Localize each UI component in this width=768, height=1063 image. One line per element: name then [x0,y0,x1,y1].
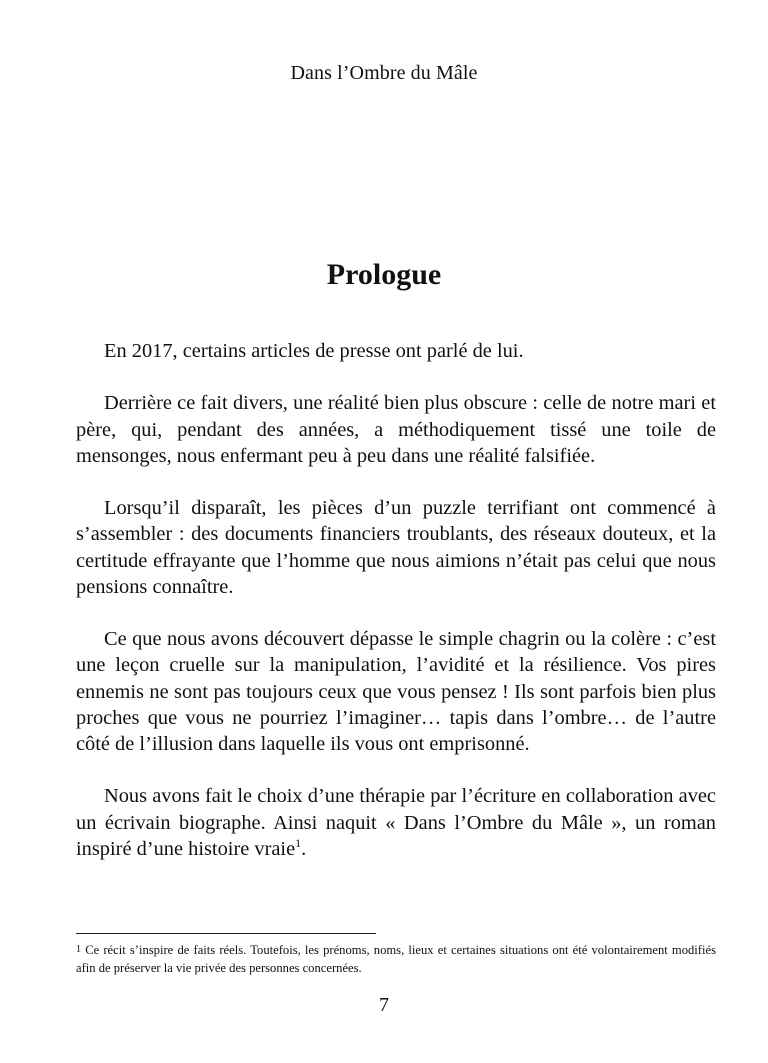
paragraph-2: Derrière ce fait divers, une réalité bien plus obscure : celle de notre mari et père, qui, pendant des années, a méthodiquement tissé une toile de mensonges, nous enfermant peu à peu dans une réalité falsifiée. [76,392,716,467]
chapter-title: Prologue [326,258,442,291]
paragraph-5-text: Nous avons fait le choix d’une thérapie par l’écriture en collaboration avec un écrivain biographe. Ainsi naquit « Dans l’Ombre du Mâle », un roman inspiré d’une histoire vraie [76,785,716,860]
footnote-divider [76,933,376,934]
body-text [76,338,716,862]
paragraph-3: Lorsqu’il disparaît, les pièces d’un puzzle terrifiant ont commencé à s’assembler : des documents financiers troublants, des réseaux douteux, et la certitude effrayante que l’homme que nous aimions n’était pas celui que nous pensions connaître. [76,497,716,598]
footnote-number: 1 [76,944,81,955]
running-header-title: Dans l’Ombre du Mâle [290,62,478,84]
footnote-reference[interactable]: 1 [295,836,302,850]
paragraph-4: Ce que nous avons découvert dépasse le simple chagrin ou la colère : c’est une leçon cruelle sur la manipulation, l’avidité et la résilience. Vos pires ennemis ne sont pas toujours ceux que vous pensez ! Ils sont parfois bien plus proches que vous ne pourriez l’imaginer… tapis dans l’ombre… de l’autre côté de l’illusion dans laquelle ils vous ont emprisonné. [76,628,716,755]
paragraph-1: En 2017, certains articles de presse ont parlé de lui. [104,340,524,362]
footnote-text: Ce récit s’inspire de faits réels. Toutefois, les prénoms, noms, lieux et certaines situations ont été volontairement modifiés afin de préserver la vie privée des personnes concernées. [76,943,716,975]
paragraph-5: Nous avons fait le choix d’une thérapie par l’écriture en collaboration avec un écrivain biographe. Ainsi naquit « Dans l’Ombre du Mâle », un roman inspiré d’une histoire vraie$^1$. [76,785,716,860]
page-number: 7 [379,994,389,1016]
footnote [76,941,716,977]
